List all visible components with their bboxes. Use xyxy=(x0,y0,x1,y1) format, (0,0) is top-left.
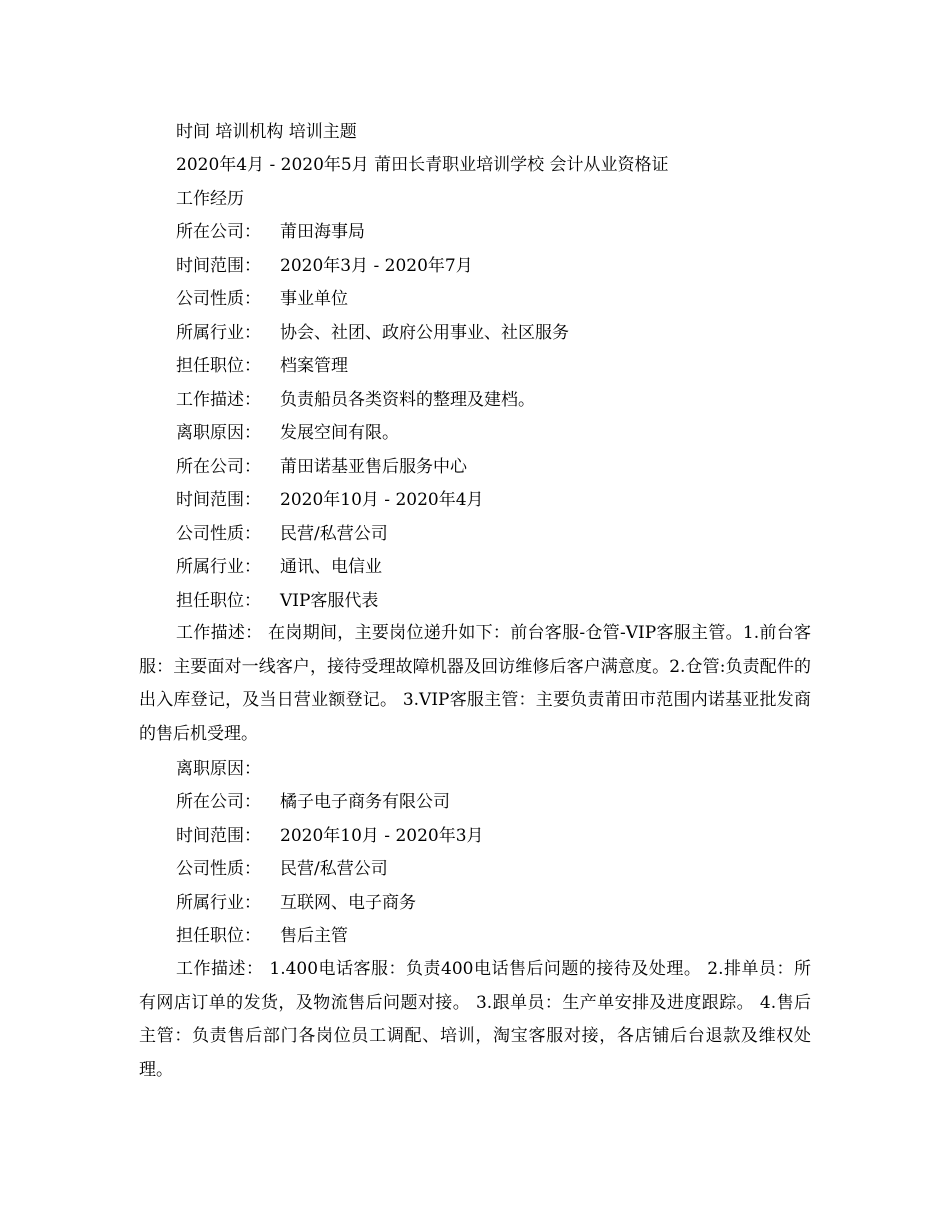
job2-company: 所在公司： 莆田诺基亚售后服务中心 xyxy=(176,457,467,477)
job3-industry: 所属行业： 互联网、电子商务 xyxy=(176,893,416,913)
job3-period: 时间范围： 2020年10月 - 2020年3月 xyxy=(176,826,484,846)
job2-period: 时间范围： 2020年10月 - 2020年4月 xyxy=(176,490,484,510)
job2-description: 工作描述： 在岗期间，主要岗位递升如下：前台客服-仓管-VIP客服主管。1.前台客服：主要面对一线客户，接待受理故障机器及回访维修后客户满意度。2.仓管:负责配件的出入库登记，及当日营业额登记。 3.VIP客服主管：主要负责莆田市范围内诺基亚批发商的售后机受理。 xyxy=(139,623,811,744)
job3-company: 所在公司： 橘子电子商务有限公司 xyxy=(176,792,450,812)
job2-industry: 所属行业： 通讯、电信业 xyxy=(176,557,382,577)
job2-company-type: 公司性质： 民营/私营公司 xyxy=(176,524,388,544)
job1-position: 担任职位： 档案管理 xyxy=(176,356,348,376)
job1-leave-reason: 离职原因： 发展空间有限。 xyxy=(176,423,399,443)
job1-company: 所在公司： 莆田海事局 xyxy=(176,222,365,242)
job1-industry: 所属行业： 协会、社团、政府公用事业、社区服务 xyxy=(176,323,569,343)
job1-description: 工作描述： 负责船员各类资料的整理及建档。 xyxy=(176,390,535,410)
job3-description: 工作描述： 1.400电话客服：负责400电话售后问题的接待及处理。 2.排单员：所有网店订单的发货，及物流售后问题对接。 3.跟单员：生产单安排及进度跟踪。 4.售后主管：负责售后部门各岗位员工调配、培训，淘宝客服对接，各店铺后台退款及维权处理。 xyxy=(139,959,811,1080)
job1-company-type: 公司性质： 事业单位 xyxy=(176,289,348,309)
job1-period: 时间范围： 2020年3月 - 2020年7月 xyxy=(176,256,473,276)
job3-position: 担任职位： 售后主管 xyxy=(176,926,348,946)
job2-leave-reason: 离职原因： xyxy=(176,759,261,779)
training-row: 2020年4月 - 2020年5月 莆田长青职业培训学校 会计从业资格证 xyxy=(176,155,669,175)
job3-company-type: 公司性质： 民营/私营公司 xyxy=(176,859,388,879)
training-header: 时间 培训机构 培训主题 xyxy=(176,122,357,142)
job2-position: 担任职位： VIP客服代表 xyxy=(176,591,379,611)
section-title-work-experience: 工作经历 xyxy=(176,189,244,209)
